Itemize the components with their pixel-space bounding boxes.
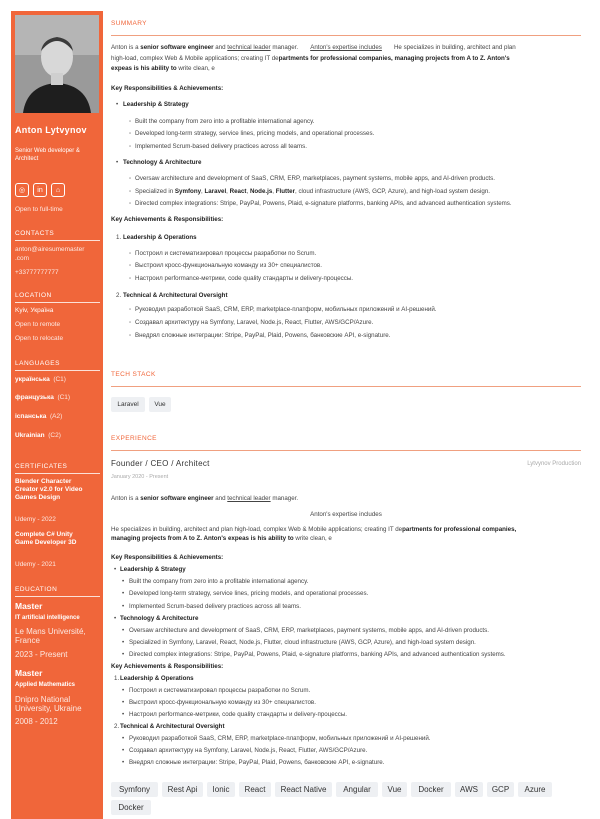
responsibilities-heading: Key Responsibilities & Achievements: (111, 554, 224, 561)
divider (15, 596, 100, 597)
language-level: (C1) (57, 394, 71, 401)
skill-chip: GCP (487, 782, 514, 797)
education-years: 2008 - 2012 (15, 717, 58, 726)
job-dates: January 2020 - Present (111, 474, 169, 480)
certificate-title-line: Blender Character (15, 478, 72, 485)
contacts-heading: CONTACTS (15, 230, 55, 237)
subheading: Leadership & Operations (123, 234, 197, 241)
text: React (229, 188, 247, 195)
location-city: Kyiv, Україна (15, 307, 54, 314)
bullet-icon: ◦ (129, 200, 132, 207)
text: manager. (270, 44, 299, 51)
list-item: Создавал архитектуру на Symfony, Laravel, Node.js, React, Flutter, AWS/GCP/Azure. (129, 747, 368, 754)
bullet-icon: ◦ (129, 250, 132, 257)
tech-chip: Laravel (111, 397, 145, 412)
experience-line (111, 535, 581, 543)
list-item: Настроил performance-метрики, code quality стандарты и delivery-процессы. (129, 711, 347, 718)
experience-heading: EXPERIENCE (111, 435, 157, 442)
divider (15, 302, 100, 303)
university-line: Dnipro National (15, 695, 71, 704)
candidate-role: Senior Web developer & Architect (15, 148, 80, 162)
bullet-icon: • (122, 759, 125, 766)
skill-chip: Docker (411, 782, 451, 797)
language-name: французька (15, 394, 54, 401)
language-name: українська (15, 376, 50, 383)
skill-chip: AWS (455, 782, 483, 797)
bullet-icon: • (122, 651, 125, 658)
divider (111, 386, 581, 387)
divider (111, 450, 581, 451)
bullet-icon: ◦ (129, 175, 132, 182)
summary-heading: SUMMARY (111, 20, 147, 27)
certificate-meta: Udemy - 2021 (15, 561, 56, 568)
certificate-meta: Udemy - 2022 (15, 516, 56, 523)
language-item (15, 376, 66, 383)
globe-icon[interactable]: ◎ (15, 183, 29, 197)
bullet-icon: • (116, 101, 119, 108)
degree: Master (15, 601, 43, 611)
list-number: 1. (114, 675, 120, 682)
text: technical leader (227, 44, 271, 51)
summary-line (111, 44, 581, 52)
email-line1[interactable]: anton@airesumemaster (15, 246, 85, 253)
university (15, 695, 103, 713)
email-line2[interactable]: .com (15, 255, 30, 262)
certificate-title-line: Complete C# Unity (15, 531, 73, 538)
github-icon[interactable]: ⌂ (51, 183, 65, 197)
job-title: Founder / CEO / Architect (111, 459, 210, 468)
list-item: Directed complex integrations: Stripe, PayPal, Powens, Plaid, e-signature platforms, banking APIs, and advanced authentication systems. (129, 651, 506, 658)
subheading: Leadership & Operations (120, 675, 194, 682)
language-level: (C2) (48, 432, 61, 439)
divider (15, 370, 100, 371)
subheading: Technical & Architectural Oversight (120, 723, 225, 730)
skill-chip: React (239, 782, 271, 797)
text: , cloud infrastructure (AWS, GCP, Azure), and high-load system design. (295, 188, 490, 195)
list-item: Настроил performance-метрики, code quality стандарты и delivery-процессы. (135, 275, 353, 282)
skill-chip: Docker (111, 800, 151, 815)
bullet-icon: • (122, 735, 125, 742)
bullet-icon: ◦ (129, 262, 132, 269)
list-item: Developed long-term strategy, service lines, pricing models, and operational processes. (129, 590, 369, 597)
list-item: Внедрял сложные интеграции: Stripe, PayPal, Plaid, Powens, банковские API, e-signature. (135, 332, 391, 339)
list-item: Выстроил кросс-функциональную команду из 30+ специалистов. (135, 262, 322, 269)
text: expeas is his ability to (111, 65, 177, 72)
list-item: Руководил разработкой SaaS, CRM, ERP, marketplace-платформ, мобильных приложений и AI-решений. (135, 306, 437, 313)
list-item: Oversaw architecture and development of SaaS, CRM, ERP, marketplaces, payment systems, mobile apps, and AI-driven products. (135, 175, 495, 182)
degree-field: Applied Mathematics (15, 682, 76, 688)
certificate-title-line: Creator v2.0 for Video (15, 486, 83, 493)
certificate-title-line: Games Design (15, 494, 61, 501)
bullet-icon: ◦ (129, 306, 132, 313)
list-item: Выстроил кросс-функциональную команду из 30+ специалистов. (129, 699, 316, 706)
list-item: Developed long-term strategy, service lines, pricing models, and operational processes. (135, 130, 375, 137)
certificate-title-line: Game Developer 3D (15, 539, 77, 546)
bullet-icon: • (122, 711, 125, 718)
education-years: 2023 - Present (15, 650, 68, 659)
bullet-icon: ◦ (129, 319, 132, 326)
sidebar (11, 11, 103, 819)
skill-chip: Azure (518, 782, 552, 797)
candidate-name: Anton Lytvynov (15, 125, 87, 135)
experience-line (111, 526, 581, 534)
skill-chip: Rest Api (162, 782, 203, 797)
bullet-icon: • (122, 590, 125, 597)
language-item (15, 413, 62, 420)
divider (15, 473, 100, 474)
list-item: Directed complex integrations: Stripe, PayPal, Powens, Plaid, e-signature platforms, banking APIs, and advanced authentication systems. (135, 200, 512, 207)
language-item (15, 394, 70, 401)
list-item: Создавал архитектуру на Symfony, Laravel, Node.js, React, Flutter, AWS/GCP/Azure. (135, 319, 374, 326)
list-number: 2. (114, 723, 120, 730)
text: Node.js (249, 188, 273, 195)
text: Specialized in (135, 188, 175, 195)
subheading: Technology & Architecture (120, 615, 199, 622)
open-to-relocate: Open to relocate (15, 335, 64, 342)
language-name: Ukrainian (15, 432, 45, 439)
text: , (272, 188, 276, 195)
bullet-icon: ◦ (129, 275, 132, 282)
social-links (15, 183, 65, 197)
list-item (135, 188, 490, 196)
subheading: Leadership & Strategy (120, 566, 186, 573)
bullet-icon: ◦ (129, 118, 132, 125)
profile-photo (15, 15, 99, 113)
bullet-icon: • (122, 578, 125, 585)
certificate-title (15, 478, 101, 502)
achievements-heading: Key Achievements & Responsibilities: (111, 216, 224, 223)
text: partments for professional companies, managing projects from A to Z. Anton's (278, 55, 510, 62)
text: technical leader (227, 495, 271, 502)
bullet-icon: • (114, 566, 117, 573)
experience-line (111, 495, 581, 503)
bullet-icon: • (122, 699, 125, 706)
subheading: Leadership & Strategy (123, 101, 189, 108)
language-level: (A2) (50, 413, 63, 420)
list-item: Implemented Scrum-based delivery practices across all teams. (129, 603, 301, 610)
linkedin-icon[interactable]: in (33, 183, 47, 197)
tech-stack-heading: TECH STACK (111, 371, 156, 378)
list-item: Built the company from zero into a profitable international agency. (135, 118, 315, 125)
bullet-icon: ◦ (129, 332, 132, 339)
text: , (226, 188, 230, 195)
university (15, 627, 103, 645)
degree-field: IT artificial intelligence (15, 615, 80, 621)
text: write clean, e (176, 65, 215, 72)
text: high-load, complex Web & Mobile applications; creating IT de (111, 55, 279, 62)
summary-line (111, 65, 581, 73)
university-line: University, Ukraine (15, 704, 82, 713)
languages-heading: LANGUAGES (15, 360, 60, 367)
text: senior software engineer (140, 495, 214, 502)
list-number: 2. (116, 292, 122, 299)
bullet-icon: • (122, 639, 125, 646)
text: and (213, 44, 228, 51)
responsibilities-heading: Key Responsibilities & Achievements: (111, 85, 224, 92)
subheading: Technical & Architectural Oversight (123, 292, 228, 299)
tech-chip: Vue (149, 397, 171, 412)
university-line: France (15, 636, 40, 645)
text: manager. (270, 495, 299, 502)
text: senior software engineer (140, 44, 214, 51)
bullet-icon: ◦ (129, 188, 132, 195)
achievements-heading: Key Achievements & Responsibilities: (111, 663, 224, 670)
bullet-icon: • (116, 159, 119, 166)
list-item: Внедрял сложные интеграции: Stripe, PayPal, Plaid, Powens, банковские API, e-signature. (129, 759, 385, 766)
list-item: Построил и систематизировал процессы разработки по Scrum. (135, 250, 317, 257)
list-item: Oversaw architecture and development of SaaS, CRM, ERP, marketplaces, payment systems, mobile apps, and AI-driven products. (129, 627, 489, 634)
list-item: Руководил разработкой SaaS, CRM, ERP, marketplace-платформ, мобильных приложений и AI-решений. (129, 735, 431, 742)
text: Symfony (174, 188, 202, 195)
experience-line: Anton's expertise includes (310, 511, 382, 518)
bullet-icon: • (122, 603, 125, 610)
text: Flutter (275, 188, 295, 195)
list-item: Specialized in Symfony, Laravel, React, Node.js, Flutter, cloud infrastructure (AWS, GCP, Azure), and high-load system design. (129, 639, 476, 646)
skill-chip: Symfony (111, 782, 158, 797)
text: Anton's expertise includes (310, 44, 382, 51)
education-heading: EDUCATION (15, 586, 58, 593)
skill-chip: React Native (275, 782, 332, 797)
language-name: іспанська (15, 413, 47, 420)
text: Anton is a (111, 44, 141, 51)
language-item (15, 432, 61, 439)
university-line: Le Mans Université, (15, 627, 86, 636)
bullet-icon: • (122, 687, 125, 694)
bullet-icon: • (114, 615, 117, 622)
phone[interactable]: +33777777777 (15, 269, 59, 276)
text: write clean, e (293, 535, 332, 542)
bullet-icon: • (122, 627, 125, 634)
list-number: 1. (116, 234, 122, 241)
text: Anton is a (111, 495, 141, 502)
list-item: Built the company from zero into a profitable international agency. (129, 578, 309, 585)
summary-line (111, 55, 581, 63)
person-portrait-icon (15, 15, 99, 113)
text: managing projects from A to Z. Anton's expeas is his ability to (111, 535, 294, 542)
text: He specializes in building, architect and plan (393, 44, 516, 51)
list-item: Implemented Scrum-based delivery practices across all teams. (135, 143, 307, 150)
certificate-title (15, 531, 101, 547)
certificates-heading: CERTIFICATES (15, 463, 68, 470)
divider (15, 240, 100, 241)
skill-chip: Angular (336, 782, 378, 797)
list-item: Построил и систематизировал процессы разработки по Scrum. (129, 687, 311, 694)
location-heading: LOCATION (15, 292, 52, 299)
divider (111, 35, 581, 36)
company-name: Lytvynov Production (527, 461, 581, 467)
open-to-remote: Open to remote (15, 321, 61, 328)
text: He specializes in building, architect and plan high-load, complex Web & Mobile applications; creating IT de (111, 526, 403, 533)
text: , (246, 188, 250, 195)
text: Laravel (204, 188, 227, 195)
availability: Open to full-time (15, 206, 63, 213)
subheading: Technology & Architecture (123, 159, 202, 166)
bullet-icon: ◦ (129, 143, 132, 150)
bullet-icon: • (122, 747, 125, 754)
text: partments for professional companies, (402, 526, 517, 533)
text: and (213, 495, 228, 502)
bullet-icon: ◦ (129, 130, 132, 137)
skill-chip: Vue (382, 782, 407, 797)
main-content (111, 0, 581, 819)
degree: Master (15, 668, 43, 678)
skill-chip: Ionic (207, 782, 235, 797)
text: , (201, 188, 205, 195)
language-level: (C1) (53, 376, 66, 383)
